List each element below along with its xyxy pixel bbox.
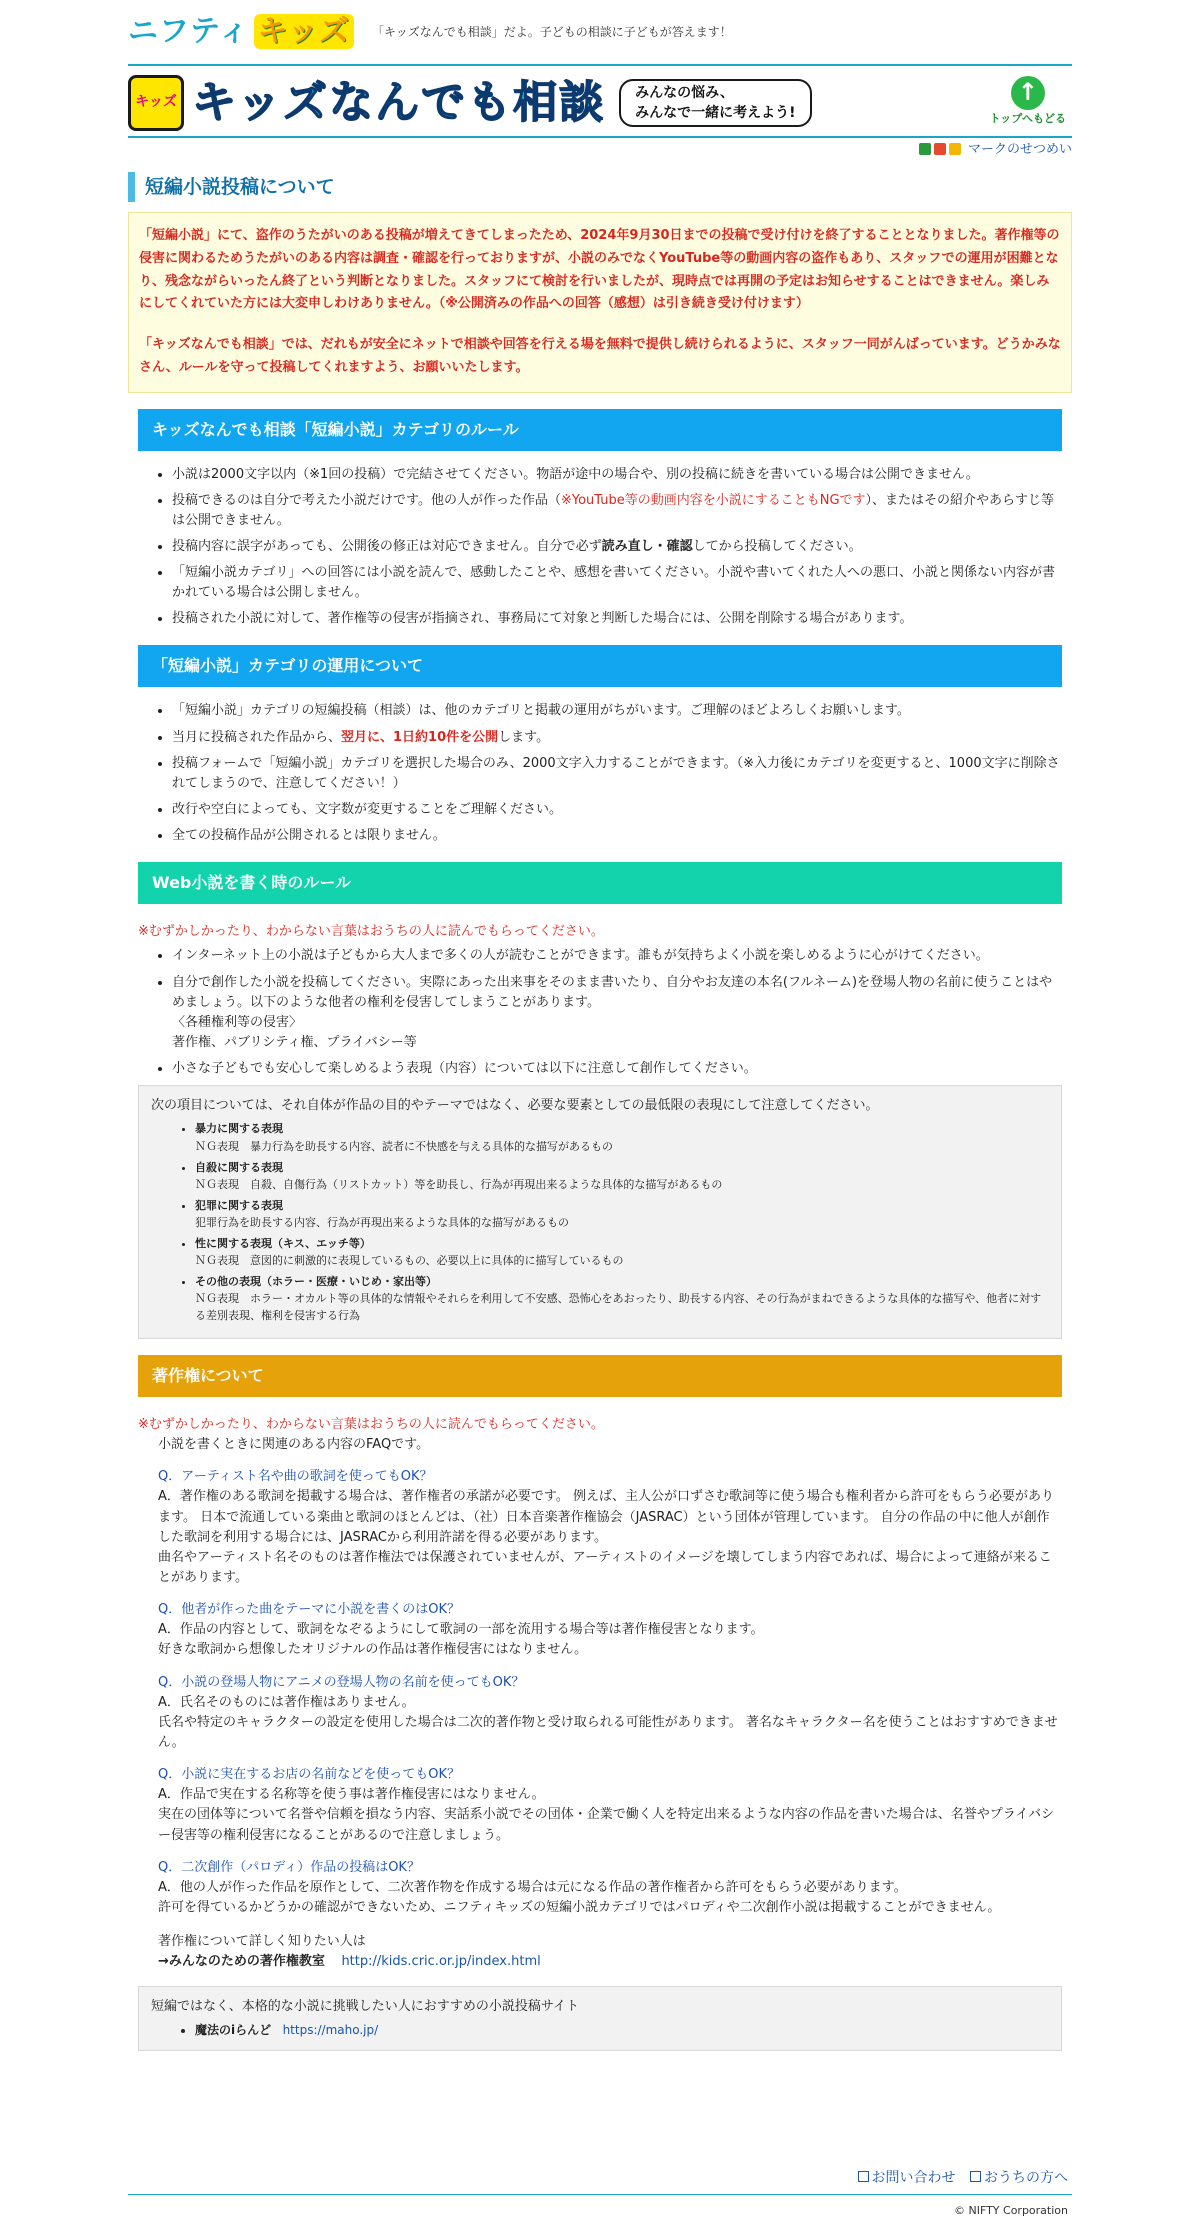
back-to-top-label: トップへもどる [989,112,1066,125]
faq-answer-detail: 許可を得ているかどうかの確認ができないため、ニフティキッズの短編小説カテゴリではパロディや二次創作小説は掲載することができません。 [158,1899,1001,1915]
service-banner [128,70,1072,138]
faq-item [138,1765,1062,1846]
ask-parents-note: ※むずかしかったり、わからない言葉はおうちの人に読んでもらってください。 [138,924,604,940]
rules-list [138,465,1062,630]
guideline-item [195,1235,1049,1269]
youtube-ng-note: ※YouTube等の動画内容を小説にすることもNGです [560,492,866,508]
copyright-text: © NIFTY Corporation [953,2204,1068,2217]
guideline-description: 犯罪行為を助長する内容、行為が再現出来るような具体的な描写があるもの [195,1215,569,1229]
list-item: • 当月に投稿された作品から、翌月に、1日約10件を公開します。 [172,728,1062,748]
list-item: • 「短編小説カテゴリ」への回答には小説を読んで、感動したことや、感想を書いてください。小説や書いてくれた人への悪口、小説と関係ない内容が書かれている場合は公開しません。 [172,563,1062,603]
list-item [195,2021,1049,2040]
page-title: 短編小説投稿について [128,172,1072,202]
list-item: • 「短編小説」カテゴリの短編投稿（相談）は、他のカテゴリと掲載の運用がちがいます。ご理解のほどよろしくお願いします。 [172,701,1062,721]
list-item: • 投稿できるのは自分で考えた小説だけです。他の人が作った作品（※YouTube等の動画内容を小説にすることもNGです）、またはその紹介やあらすじ等は公開できません。 [172,491,1062,531]
faq-answer-detail: 曲名やアーティスト名そのものは著作権法では保護されていませんが、アーティストのイメージを壊してしまう内容であれば、場合によって連絡が来ることがあります。 [158,1549,1052,1585]
logo-kids-text: キッズ [254,14,354,49]
faq-item [138,1467,1062,1588]
guideline-category: • 暴力に関する表現 [195,1122,283,1136]
operation-section-heading: 「短編小説」カテゴリの運用について [138,645,1062,687]
guideline-category: • その他の表現（ホラー・医療・いじめ・家出等） [195,1274,437,1288]
bubble-line-1: みんなの悩み、 [635,84,734,101]
service-title[interactable]: キッズなんでも相談 [192,76,606,128]
recommended-sites-list [151,2021,1049,2040]
square-bullet-icon [858,2171,869,2182]
expression-guidelines-box [138,1085,1062,1339]
arrow-up-icon: ↑ [1011,76,1045,110]
contact-link[interactable]: お問い合わせ [858,2170,956,2186]
reread-emphasis: 読み直し・確認 [601,538,693,554]
kids-badge-icon: キッズ [128,75,184,131]
faq-question: Q．小説に実在するお店の名前などを使ってもOK？ [158,1767,460,1783]
faq-answer-detail: 実在の団体等について名誉や信頼を損なう内容、実話系小説でその団体・企業で働く人を特定出来るような内容の作品を書いた場合は、名誉やプライバシー侵害等の権利侵害になることがあるので注意しましょう。 [158,1807,1055,1843]
faq-item [138,1858,1062,1918]
site-name: 魔法のiらんど [195,2023,272,2038]
more-info-label: 著作権について詳しく知りたい人は [158,1934,366,1950]
list-item: • 自分で創作した小説を投稿してください。実際にあった出来事をそのまま書いたり、自分やお友達の本名(フルネーム)を登場人物の名前に使うことはやめましょう。以下のような他者の権利を侵害してしまうことがあります。 〈各種権利等の侵害〉 著作権、パブリシティ権、プライバシー等 [172,973,1062,1054]
faq-question: Q．他者が作った曲をテーマに小説を書くのはOK？ [158,1602,460,1618]
guidelines-intro: 次の項目については、それ自体が作品の目的やテーマではなく、必要な要素としての最低限の表現にして注意してください。 [151,1098,879,1114]
site-link[interactable]: https://maho.jp/ [282,2023,379,2038]
faq-item [138,1600,1062,1660]
faq-answer: A．他の人が作った作品を原作として、二次著作物を作成する場合は元になる作品の著作権者から許可をもらう必要があります。 [158,1879,907,1895]
guideline-description: ＮＧ表現 意図的に刺激的に表現しているもの、必要以上に具体的に描写しているもの [195,1253,624,1267]
list-item: • インターネット上の小説は子どもから大人まで多くの人が読むことができます。誰もが気持ちよく小説を楽しめるように心がけてください。 [172,946,1062,966]
guidelines-list [151,1120,1049,1324]
square-bullet-icon [970,2171,981,2182]
faq-answer-detail: 氏名や特定のキャラクターの設定を使用した場合は二次的著作物と受け取られる可能性があります。 著名なキャラクター名を使うことはおすすめできません。 [158,1714,1058,1750]
copyright-class-name: →みんなのための著作権教室 [158,1954,325,1970]
recommended-sites-box [138,1986,1062,2051]
ask-parents-note-2: ※むずかしかったり、わからない言葉はおうちの人に読んでもらってください。 [138,1416,604,1432]
list-item: • 改行や空白によっても、文字数が変更することをご理解ください。 [172,800,1062,820]
faq-question: Q．二次創作（パロディ）作品の投稿はOK？ [158,1859,420,1875]
back-to-top-link[interactable] [990,76,1066,127]
web-novel-list [138,946,1062,1079]
parents-link[interactable]: おうちの方へ [970,2170,1068,2186]
guideline-description: ＮＧ表現 ホラー・オカルト等の具体的な情報やそれらを利用して不安感、恐怖心をあおったり、助長する内容、その行為がまねできるような具体的な描写や、他者に対する差別表現、権利を侵害する行為 [195,1291,1042,1322]
rules-section-heading: キッズなんでも相談「短編小説」カテゴリのルール [138,409,1062,451]
guideline-item [195,1120,1049,1154]
speech-bubble [619,79,811,128]
nifty-kids-logo[interactable] [128,9,354,56]
guideline-category: • 犯罪に関する表現 [195,1198,283,1212]
list-item: • 全ての投稿作品が公開されるとは限りません。 [172,826,1062,846]
faq-answer: A．作品の内容として、歌詞をなぞるようにして歌詞の一部を流用する場合等は著作権侵害となります。 [158,1622,764,1638]
guideline-item [195,1159,1049,1193]
mark-explanation-link[interactable]: マークのせつめい [967,142,1072,157]
publish-schedule-emphasis: 翌月に、1日約10件を公開 [341,729,499,745]
guideline-description: ＮＧ表現 暴力行為を助長する内容、読者に不快感を与える具体的な描写があるもの [195,1139,613,1153]
site-header [128,0,1072,66]
faq-question: Q．アーティスト名や曲の歌詞を使ってもOK？ [158,1469,433,1485]
copyright-class-link[interactable]: http://kids.cric.or.jp/index.html [341,1954,541,1970]
copyright-more-info [138,1932,1062,1972]
guideline-item [195,1273,1049,1324]
list-item: • 小さな子どもでも安心して楽しめるよう表現（内容）については以下に注意して創作してください。 [172,1059,1062,1079]
recommended-sites-intro: 短編ではなく、本格的な小説に挑戦したい人におすすめの小説投稿サイト [151,1999,579,2015]
reply-mark-icon [919,143,931,155]
flame-mark-icon [934,143,946,155]
copyright-section-heading: 著作権について [138,1355,1062,1397]
mark-icons [919,142,968,157]
footer-links [848,2168,1068,2190]
faq-answer-detail: 好きな歌詞から想像したオリジナルの作品は著作権侵害にはなりません。 [158,1642,588,1658]
list-item: • 投稿された小説に対して、著作権等の侵害が指摘され、事務局にて対象と判断した場合には、公開を削除する場合があります。 [172,609,1062,629]
closure-notice [128,212,1072,393]
guideline-category: • 性に関する表現（キス、エッチ等） [195,1236,371,1250]
list-item: • 小説は2000文字以内（※1回の投稿）で完結させてください。物語が途中の場合や、別の投稿に続きを書いている場合は公開できません。 [172,465,1062,485]
guideline-item [195,1197,1049,1231]
web-novel-section-heading: Web小説を書く時のルール [138,862,1062,904]
faq-intro: 小説を書くときに関連のある内容のFAQです。 [158,1437,430,1453]
operation-list [138,701,1062,846]
notice-paragraph-1: 「短編小説」にて、盗作のうたがいのある投稿が増えてきてしまったため、2024年9月30日までの投稿で受け付けを終了することとなりました。著作権等の侵害に関わるためうたがいのある内容は調査・確認を行っておりますが、小説のみでなくYouTube等の動画内容の盗作もあり、スタッフでの運用が困難となり、残念ながらいったん終了という判断となりました。スタッフにて検討を行いましたが、現時点では再開の予定はお知らせすることはできません。楽しみにしてくれていた方には大変申しわけありません。（※公開済みの作品への回答（感想）は引き続き受け付けます） [139,228,1060,312]
guideline-category: • 自殺に関する表現 [195,1160,283,1174]
faq-answer: A．著作権のある歌詞を掲載する場合は、著作権者の承諾が必要です。 例えば、主人公が口ずさむ歌詞等に使う場合も権利者から許可をもらう必要があります。 日本で流通している楽曲と歌詞のほとんどは、（社）日本音楽著作権協会（JASRAC）という団体が管理しています。 自分の作品の中に他人が創作した歌詞を利用する場合には、JASRACから利用許諾を得る必要があります。 [158,1489,1054,1545]
mark-legend-row [128,140,1072,160]
faq-item [138,1673,1062,1754]
footer-divider [128,2194,1072,2195]
faq-answer: A．氏名そのものには著作権はありません。 [158,1694,415,1710]
faq-answer: A．作品で実在する名称等を使う事は著作権侵害にはなりません。 [158,1787,545,1803]
faq-list [138,1467,1062,1918]
guideline-description: ＮＧ表現 自殺、自傷行為（リストカット）等を助長し、行為が再現出来るような具体的な描写があるもの [195,1177,723,1191]
star-mark-icon [949,143,961,155]
list-item: • 投稿内容に誤字があっても、公開後の修正は対応できません。自分で必ず読み直し・確認してから投稿してください。 [172,537,1062,557]
site-tagline: 「キッズなんでも相談」だよ。子どもの相談に子どもが答えます！ [372,24,732,39]
faq-question: Q．小説の登場人物にアニメの登場人物の名前を使ってもOK？ [158,1674,525,1690]
bubble-line-2: みんなで一緒に考えよう! [635,105,796,121]
notice-paragraph-2: 「キッズなんでも相談」では、だれもが安全にネットで相談や回答を行える場を無料で提供し続けられるように、スタッフ一同がんばっています。どうかみなさん、ルールを守って投稿してくれますよう、お願いいたします。 [139,337,1061,375]
logo-nifty-text: ニフティ [128,13,250,49]
list-item: • 投稿フォームで「短編小説」カテゴリを選択した場合のみ、2000文字入力することができます。（※入力後にカテゴリを変更すると、1000文字に削除されてしまうので、注意してください！） [172,754,1062,794]
